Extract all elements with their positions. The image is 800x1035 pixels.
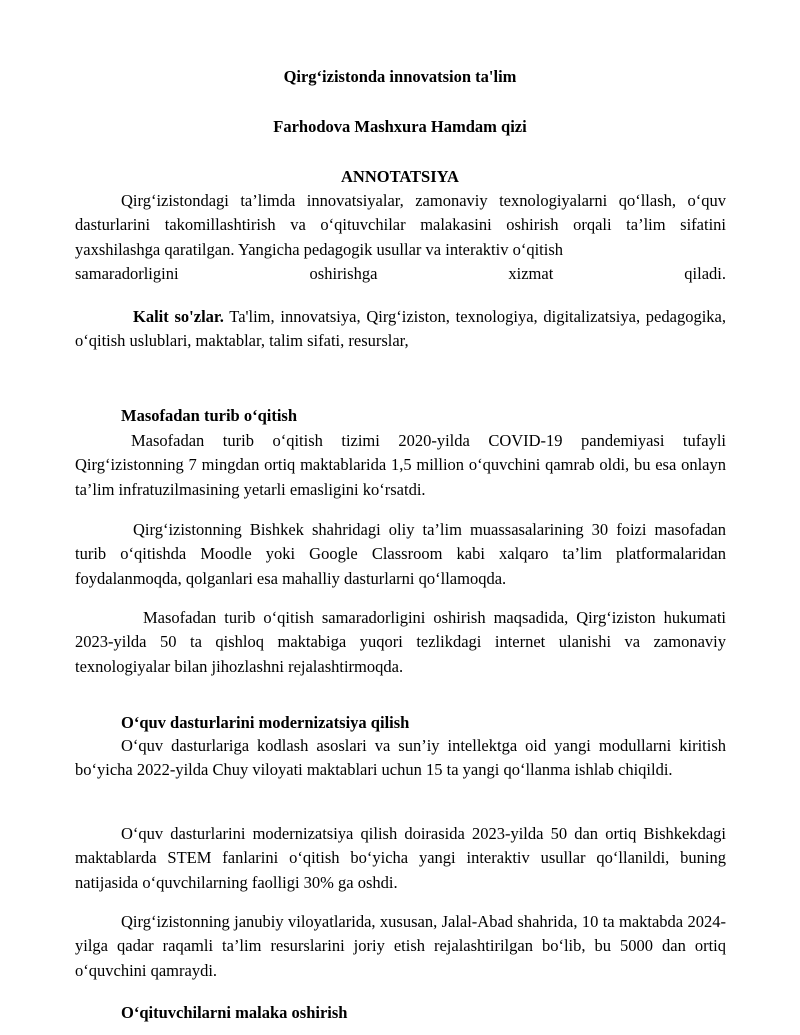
section-heading: O‘qituvchilarni malaka oshirish bbox=[121, 1003, 348, 1022]
annotation-heading: ANNOTATSIYA bbox=[341, 167, 459, 186]
section-paragraph: O‘quv dasturlarini modernizatsiya qilish doirasida 2023-yilda 50 dan ortiq Bishkekdagi maktablarda STEM fanlarini o‘qitish bo‘yicha yangi interaktiv usullar qo‘llanildi, buning natijasida o‘quvchilarning faolligi 30% ga oshdi. bbox=[75, 824, 726, 892]
document-title: Qirg‘izistonda innovatsion ta'lim bbox=[283, 67, 517, 86]
section-heading: Masofadan turib o‘qitish bbox=[121, 406, 298, 425]
section-paragraph: Qirg‘izistonning Bishkek shahridagi oliy ta’lim muassasalarining 30 foizi masofadan turib o‘qitishda Moodle yoki Google Classroom kabi xalqaro ta’lim platformalaridan foydalanmoqda, qolganlari esa mahalliy dasturlarni qo‘llamoqda. bbox=[75, 520, 726, 588]
section-paragraph: Masofadan turib o‘qitish tizimi 2020-yilda COVID-19 pandemiyasi tufayli Qirg‘izistonning 7 mingdan ortiq maktablarida 1,5 million o‘quvchini qamrab oldi, bu esa onlayn ta’lim infratuzilmasining yetarli emasligini ko‘rsatdi. bbox=[75, 431, 726, 499]
keywords-paragraph bbox=[75, 305, 726, 354]
author-name: Farhodova Mashxura Hamdam qizi bbox=[273, 117, 527, 136]
section-heading: O‘quv dasturlarini modernizatsiya qilish bbox=[121, 713, 410, 732]
section-paragraph: Masofadan turib o‘qitish samaradorligini oshirish maqsadida, Qirg‘iziston hukumati 2023-yilda 50 ta qishloq maktabiga yuqori tezlikdagi internet ulanishi va zamonaviy texnologiyalar bilan jihozlashni rejalashtirmoqda. bbox=[75, 608, 726, 676]
annotation-text bbox=[75, 189, 726, 262]
section-paragraph: O‘quv dasturlariga kodlash asoslari va sun’iy intellektga oid yangi modullarni kiritish bo‘yicha 2022-yilda Chuy viloyati maktablari uchun 15 ta yangi qo‘llanma ishlab chiqildi. bbox=[75, 736, 726, 780]
keywords-label: Kalit so'zlar. bbox=[133, 307, 224, 326]
annotation-text-last-line: samaradorligini oshirishga xizmat qiladi. bbox=[75, 264, 726, 283]
annotation-text-main: Qirg‘izistondagi ta’limda innovatsiyalar, zamonaviy texnologiyalarni qo‘llash, o‘quv dasturlarini takomillashtirish va o‘qituvchilar malakasini oshirish orqali ta’lim sifatini yaxshilashga qaratilgan. Yangicha pedagogik usullar va interaktiv o‘qitish bbox=[75, 191, 726, 259]
section-paragraph: Qirg‘izistonning janubiy viloyatlarida, xususan, Jalal-Abad shahrida, 10 ta maktabda 2024-yilga qadar raqamli ta’lim resurslarini joriy etish rejalashtirilgan bo‘lib, bu 5000 dan ortiq o‘quvchini qamraydi. bbox=[75, 912, 726, 980]
keywords-text: Ta'lim, innovatsiya, Qirg‘iziston, texnologiya, digitalizatsiya, pedagogika, o‘qitish uslublari, maktablar, talim sifati, resurslar, bbox=[75, 307, 726, 351]
